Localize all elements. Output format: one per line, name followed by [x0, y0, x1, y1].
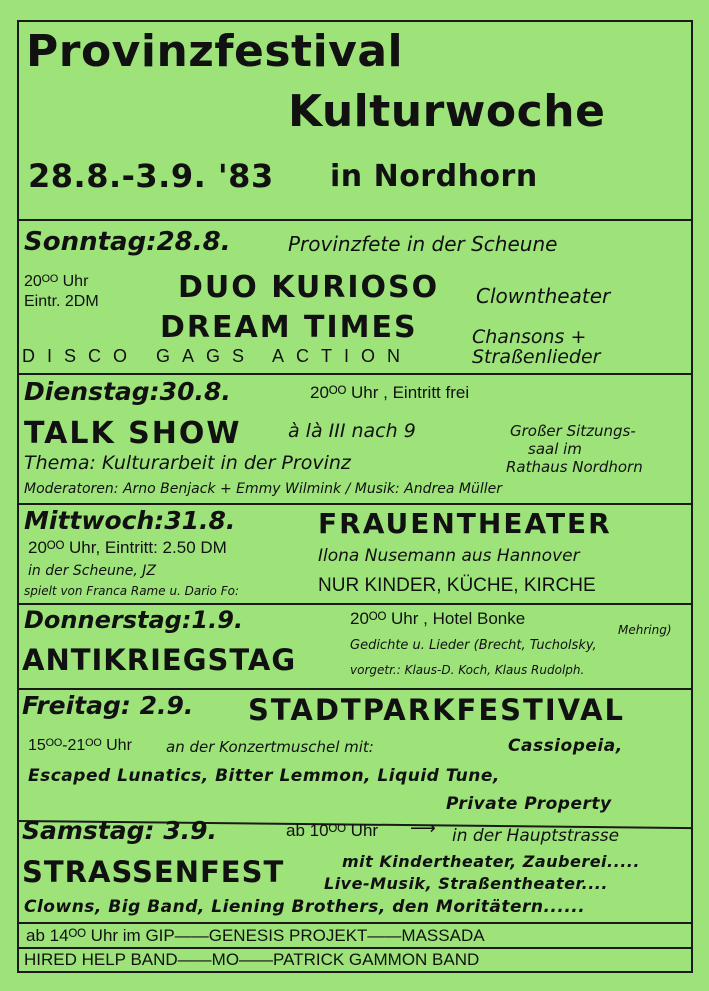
tuesday-theme: Thema: Kulturarbeit in der Provinz: [24, 452, 351, 474]
divider-line: [17, 603, 693, 605]
sunday-act1-description: Clowntheater: [476, 284, 611, 308]
wednesday-venue: in der Scheune, JZ: [28, 563, 156, 579]
poster-title-line1: Provinzfestival: [26, 26, 404, 77]
thursday-poems-extra: Mehring): [618, 623, 672, 637]
tuesday-day-heading: Dienstag:30.8.: [24, 377, 231, 406]
festival-location: in Nordhorn: [330, 159, 538, 194]
thursday-poems: Gedichte u. Lieder (Brecht, Tucholsky,: [350, 638, 597, 653]
sunday-time: 20ᴼᴼ Uhr: [24, 273, 89, 290]
festival-dates: 28.8.-3.9. '83: [28, 157, 274, 195]
divider-line: [17, 688, 693, 690]
sunday-act2-description-line1: Chansons +: [472, 326, 587, 348]
friday-band-cassiopeia: Cassiopeia,: [508, 736, 623, 756]
saturday-program-line1: mit Kindertheater, Zauberei.....: [342, 852, 640, 871]
sunday-day-heading: Sonntag:28.8.: [24, 227, 231, 257]
divider-line: [17, 947, 693, 949]
sunday-act-duo-kurioso: DUO KURIOSO: [178, 270, 440, 305]
tuesday-moderators: Moderatoren: Arno Benjack + Emmy Wilmink / Musik: Andrea Müller: [24, 481, 503, 497]
tuesday-venue-line2: saal im: [528, 440, 582, 458]
sunday-act-dream-times: DREAM TIMES: [160, 310, 418, 345]
divider-line: [17, 373, 693, 375]
saturday-day-heading: Samstag: 3.9.: [22, 816, 218, 845]
tuesday-time: 20ᴼᴼ Uhr , Eintritt frei: [310, 383, 470, 402]
wednesday-day-heading: Mittwoch:31.8.: [24, 506, 236, 535]
arrow-right-icon: ⟶: [410, 818, 436, 839]
wednesday-performer: Ilona Nusemann aus Hannover: [318, 546, 580, 566]
divider-line: [17, 922, 693, 924]
friday-place: an der Konzertmuschel mit:: [166, 738, 374, 756]
friday-bands-line3: Private Property: [446, 794, 612, 814]
saturday-place: in der Hauptstrasse: [452, 826, 620, 846]
divider-line: [17, 219, 693, 221]
thursday-act-antikriegstag: ANTIKRIEGSTAG: [22, 643, 297, 677]
sunday-subtitle: Provinzfete in der Scheune: [288, 232, 558, 256]
sunday-act2-description-line2: Straßenlieder: [472, 346, 601, 368]
friday-bands-line2: Escaped Lunatics, Bitter Lemmon, Liquid Tune,: [28, 766, 500, 786]
wednesday-credits: spielt von Franca Rame u. Dario Fo:: [24, 584, 239, 598]
thursday-day-heading: Donnerstag:1.9.: [24, 606, 244, 634]
wednesday-act-frauentheater: FRAUENTHEATER: [318, 507, 612, 540]
sunday-disco-line: DISCO GAGS ACTION: [22, 346, 413, 366]
tuesday-act-talk-show: TALK SHOW: [24, 416, 242, 451]
tuesday-venue-line3: Rathaus Nordhorn: [506, 458, 643, 476]
saturday-program-line2: Live-Musik, Straßentheater....: [324, 874, 608, 893]
tuesday-venue-line1: Großer Sitzungs-: [510, 422, 636, 440]
sunday-entry: Eintr. 2DM: [24, 293, 99, 310]
friday-act-stadtparkfestival: STADTPARKFESTIVAL: [248, 693, 626, 727]
wednesday-time: 20ᴼᴼ Uhr, Eintritt: 2.50 DM: [28, 538, 227, 557]
friday-time: 15ᴼᴼ-21ᴼᴼ Uhr: [28, 737, 132, 754]
saturday-act-strassenfest: STRASSENFEST: [22, 855, 285, 889]
divider-line: [17, 503, 693, 505]
footer-line1: ab 14ᴼᴼ Uhr im GIP——GENESIS PROJEKT——MASSADA: [26, 926, 485, 945]
footer-line2: HIRED HELP BAND——MO——PATRICK GAMMON BAND: [24, 950, 480, 969]
thursday-time-venue: 20ᴼᴼ Uhr , Hotel Bonke: [350, 609, 526, 628]
thursday-readers: vorgetr.: Klaus-D. Koch, Klaus Rudolph.: [350, 663, 585, 677]
saturday-program-line3: Clowns, Big Band, Liening Brothers, den Moritätern......: [24, 897, 586, 917]
poster-title-line2: Kulturwoche: [288, 86, 606, 137]
tuesday-act-note: à là III nach 9: [288, 420, 416, 442]
saturday-time: ab 10ᴼᴼ Uhr: [286, 821, 379, 840]
friday-day-heading: Freitag: 2.9.: [22, 691, 194, 720]
wednesday-play-title: NUR KINDER, KÜCHE, KIRCHE: [318, 575, 596, 596]
